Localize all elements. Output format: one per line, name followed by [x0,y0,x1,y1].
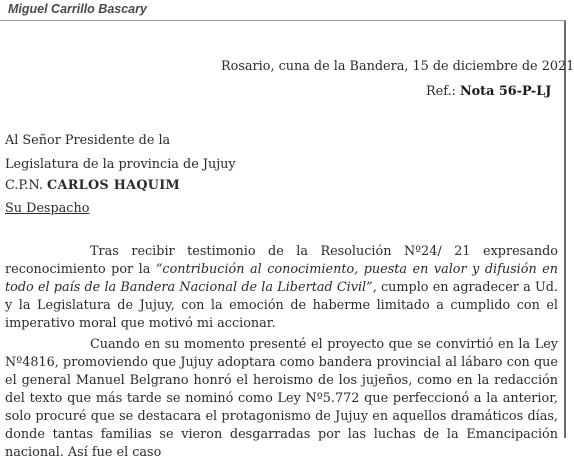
document-header [0,0,566,21]
paragraph-1-text-a: Tras recibir testimonio de la Resolución Nº24/ 21 expresando reconocimiento por la [5,244,558,277]
page-edge [564,21,566,438]
paragraph-1-quote: “contribución al conocimiento, puesta en valor y difusión en todo el país de la Bandera Nacional de la Libertad Civil” [5,262,558,295]
recipient-line-1: Al Señor Presidente de la [5,133,171,148]
reference-line [426,84,551,99]
recipient-title: C.P.N. [5,178,43,193]
reference-label: Ref.: [426,84,456,99]
author-name: Miguel Carrillo Bascary [8,2,147,16]
paragraph-1-text-b: , cumplo en agradecer a Ud. y la Legislatura de Jujuy, con la emoción de haberme limitado a cumplido con el imperativo moral que motivó mi accionar. [5,280,558,331]
reference-value: Nota 56-P-LJ [459,84,552,99]
recipient-office: Su Despacho [5,201,90,216]
date-line: Rosario, cuna de la Bandera, 15 de diciembre de 2021 [221,59,574,74]
paragraph-2: Cuando en su momento presenté el proyecto que se convirtió en la Ley Nº4816, promoviendo que Jujuy adoptara como bandera provincial al lábaro con que el general Manuel Belgrano honró el heroismo de los jujeños, como en la redacción del texto que más tarde se nominó como Ley Nº5.772 que perfeccionó a la anterior, solo procuré que se destacara el protagonismo de Jujuy en aquellos dramáticos días, donde tantas familias se vieron desgarradas por las luchas de la Emancipación nacional. Así fue el caso [5,337,558,460]
recipient-name: CARLOS HAQUIM [47,178,180,193]
recipient-name-line [5,178,180,193]
recipient-line-2: Legislatura de la provincia de Jujuy [5,157,236,172]
paragraph-1 [5,243,558,333]
